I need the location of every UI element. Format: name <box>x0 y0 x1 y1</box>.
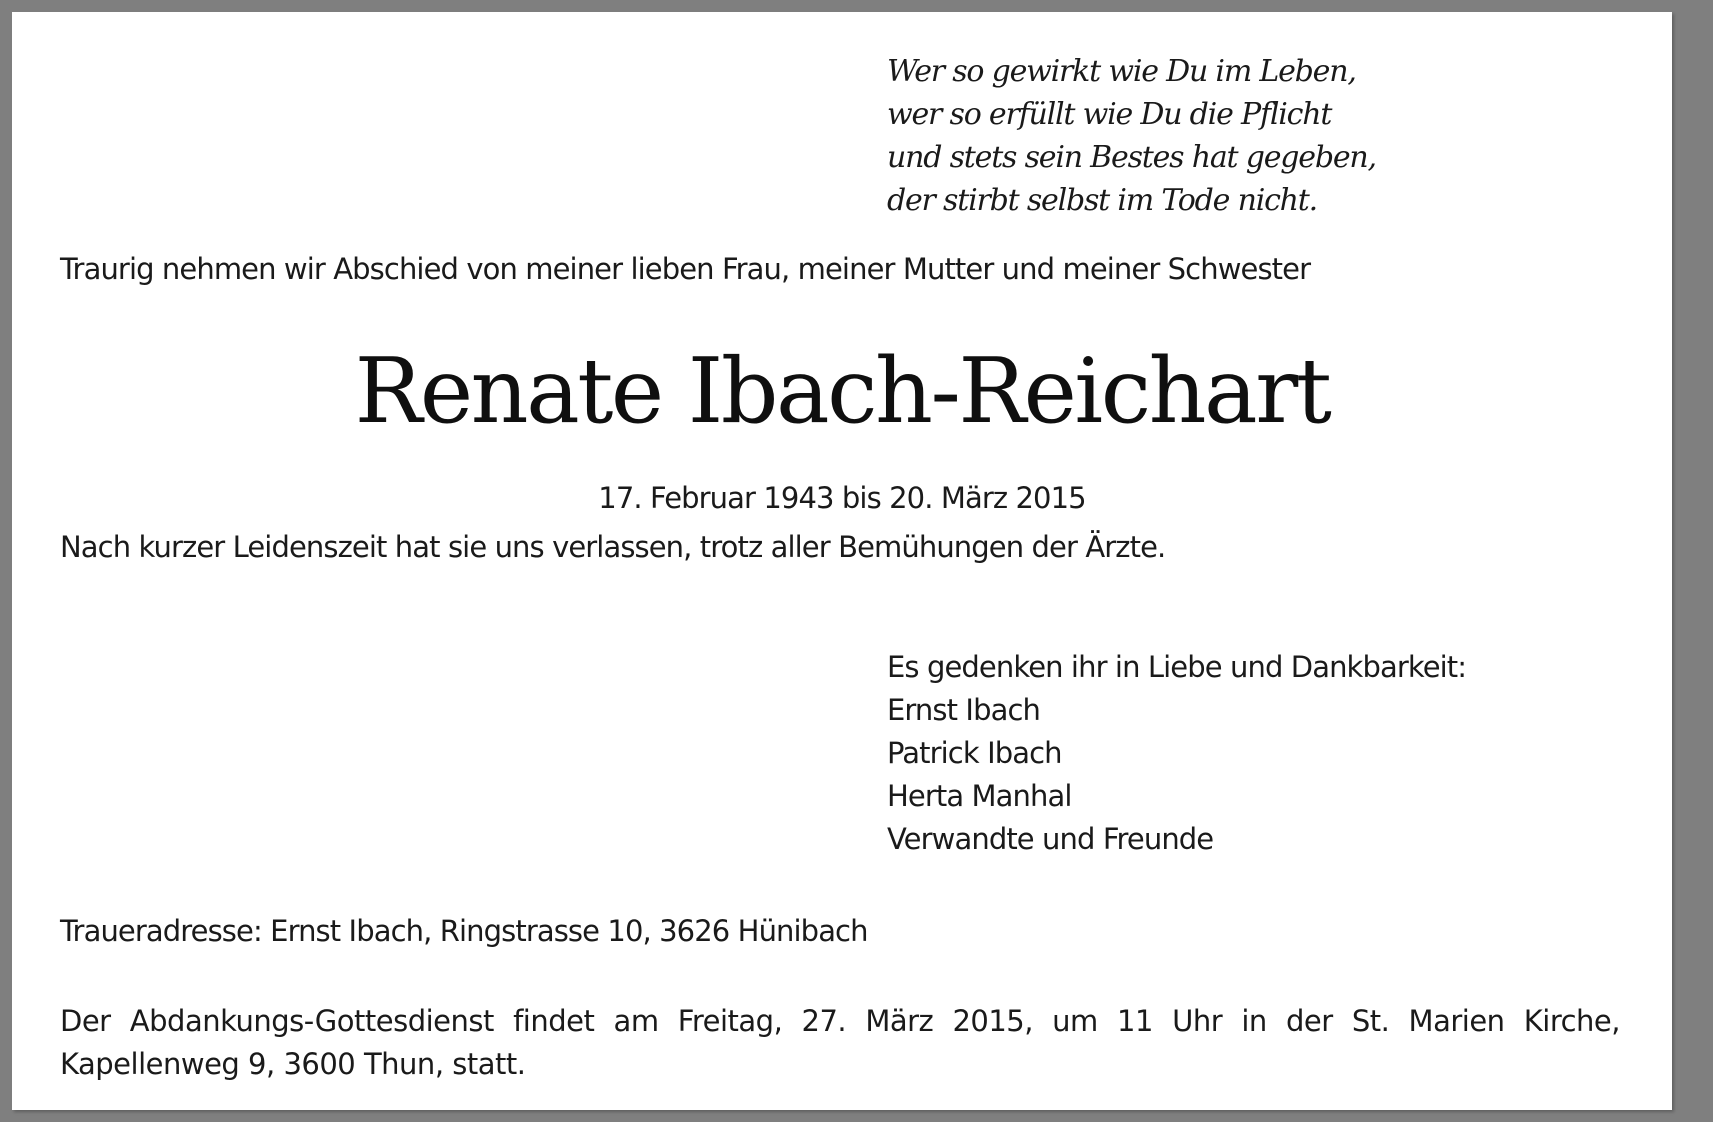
service-line: Der Abdankungs-Gottesdienst findet am Freitag, 27. März 2015, um 11 Uhr in der St. Marien Kirche, <box>60 1004 1620 1038</box>
mourner-name: Herta Manhal <box>887 779 1072 813</box>
poem-line: der stirbt selbst im Tode nicht. <box>887 183 1317 218</box>
deceased-name: Renate Ibach-Reichart <box>354 339 1330 444</box>
obituary-page <box>12 12 1672 1110</box>
mourners-block <box>887 646 1466 861</box>
mourning-address: Traueradresse: Ernst Ibach, Ringstrasse 10, 3626 Hünibach <box>60 914 868 948</box>
poem-line: und stets sein Bestes hat gegeben, <box>887 140 1376 175</box>
memorial-poem <box>887 50 1376 222</box>
poem-line: wer so erfüllt wie Du die Pflicht <box>887 97 1332 132</box>
farewell-intro: Traurig nehmen wir Abschied von meiner lieben Frau, meiner Mutter und meiner Schwester <box>60 252 1311 286</box>
passing-note: Nach kurzer Leidenszeit hat sie uns verlassen, trotz aller Bemühungen der Ärzte. <box>60 530 1166 564</box>
life-dates: 17. Februar 1943 bis 20. März 2015 <box>598 481 1086 515</box>
poem-line: Wer so gewirkt wie Du im Leben, <box>887 54 1356 89</box>
mourner-name: Ernst Ibach <box>887 693 1040 727</box>
service-line: Kapellenweg 9, 3600 Thun, statt. <box>60 1047 526 1081</box>
mourner-name: Verwandte und Freunde <box>887 822 1214 856</box>
mourner-name: Patrick Ibach <box>887 736 1062 770</box>
mourners-heading: Es gedenken ihr in Liebe und Dankbarkeit: <box>887 650 1467 684</box>
funeral-service-note <box>60 1000 1620 1086</box>
